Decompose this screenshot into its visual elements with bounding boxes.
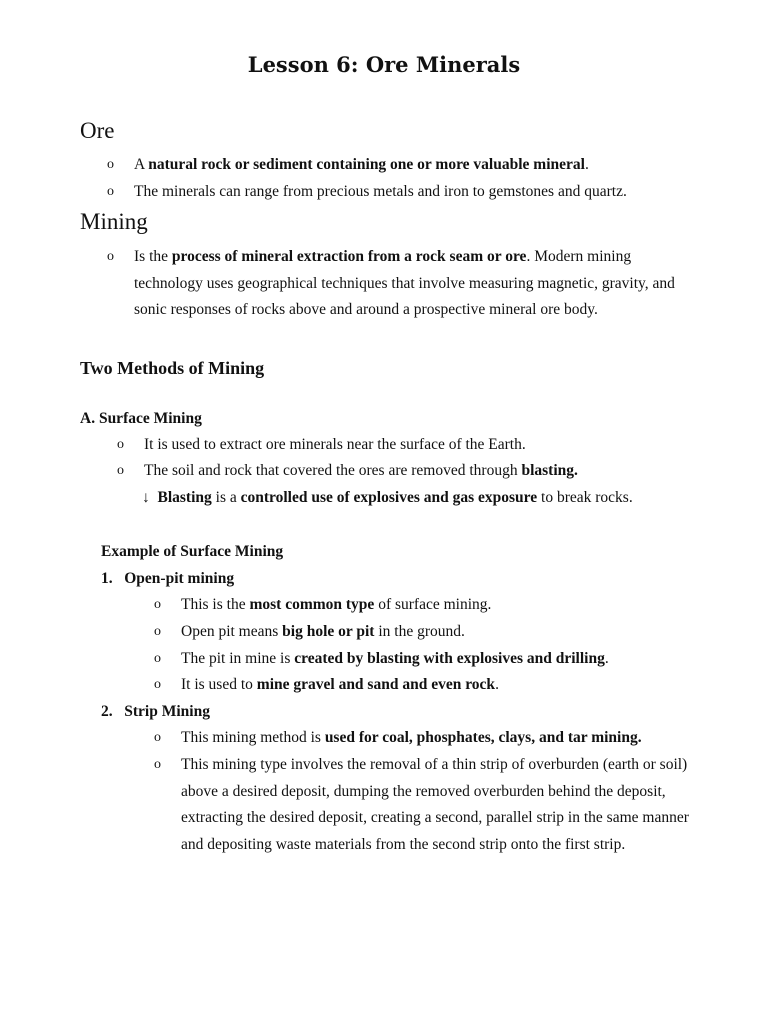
examples-heading: Example of Surface Mining <box>101 543 284 560</box>
open-pit-bullet-2: o Open pit means big hole or pit in the ground. <box>181 619 701 646</box>
bullet-mark: o <box>154 597 161 612</box>
ore-heading: Ore <box>80 118 115 143</box>
bullet-mark: o <box>154 677 161 692</box>
methods-heading: Two Methods of Mining <box>80 358 265 378</box>
surface-mining-heading: A. Surface Mining <box>80 410 202 427</box>
list-item-strip-mining: 2. Strip Mining <box>101 703 210 720</box>
bullet-mark: o <box>107 249 114 264</box>
strip-bullet-1: o This mining method is used for coal, phosphates, clays, and tar mining. <box>181 725 701 752</box>
ore-bullet-2: o The minerals can range from precious metals and iron to gemstones and quartz. <box>134 179 714 206</box>
ore-bullet-1: o A natural rock or sediment containing one or more valuable mineral. <box>134 152 694 179</box>
strip-bullet-2: o This mining type involves the removal of a thin strip of overburden (earth or soil) above a desired deposit, dumping the removed overburden behind the deposit, extracting the desired deposit, creating a second, parallel strip in the same manner and depositing waste materials from the second strip onto the first strip. <box>181 752 691 858</box>
open-pit-bullet-1: o This is the most common type of surface mining. <box>181 592 701 619</box>
mining-bullet-1: o Is the process of mineral extraction from a rock seam or ore. Modern mining technology uses geographical techniques that involve measuring magnetic, gravity, and sonic responses of rocks above and around a prospective mineral ore body. <box>134 244 692 324</box>
arrow-down-icon: ↓ <box>142 489 150 506</box>
bullet-mark: o <box>154 757 161 772</box>
bullet-mark: o <box>107 157 114 172</box>
open-pit-bullet-4: o It is used to mine gravel and sand and even rock. <box>181 672 701 699</box>
bullet-mark: o <box>154 624 161 639</box>
mining-heading: Mining <box>80 209 148 234</box>
bullet-mark: o <box>154 730 161 745</box>
bullet-mark: o <box>107 184 114 199</box>
surface-bullet-1: o It is used to extract ore minerals near the surface of the Earth. <box>144 432 704 459</box>
bullet-mark: o <box>154 651 161 666</box>
list-item-open-pit: 1. Open-pit mining <box>101 570 235 587</box>
bullet-mark: o <box>117 437 124 452</box>
page-title: Lesson 6: Ore Minerals <box>247 52 521 77</box>
bullet-mark: o <box>117 463 124 478</box>
open-pit-bullet-3: o The pit in mine is created by blasting with explosives and drilling. <box>181 646 701 673</box>
surface-bullet-2: o The soil and rock that covered the ores are removed through blasting. <box>144 458 704 485</box>
blasting-definition: ↓ Blasting is a controlled use of explosives and gas exposure to break rocks. <box>142 489 633 506</box>
